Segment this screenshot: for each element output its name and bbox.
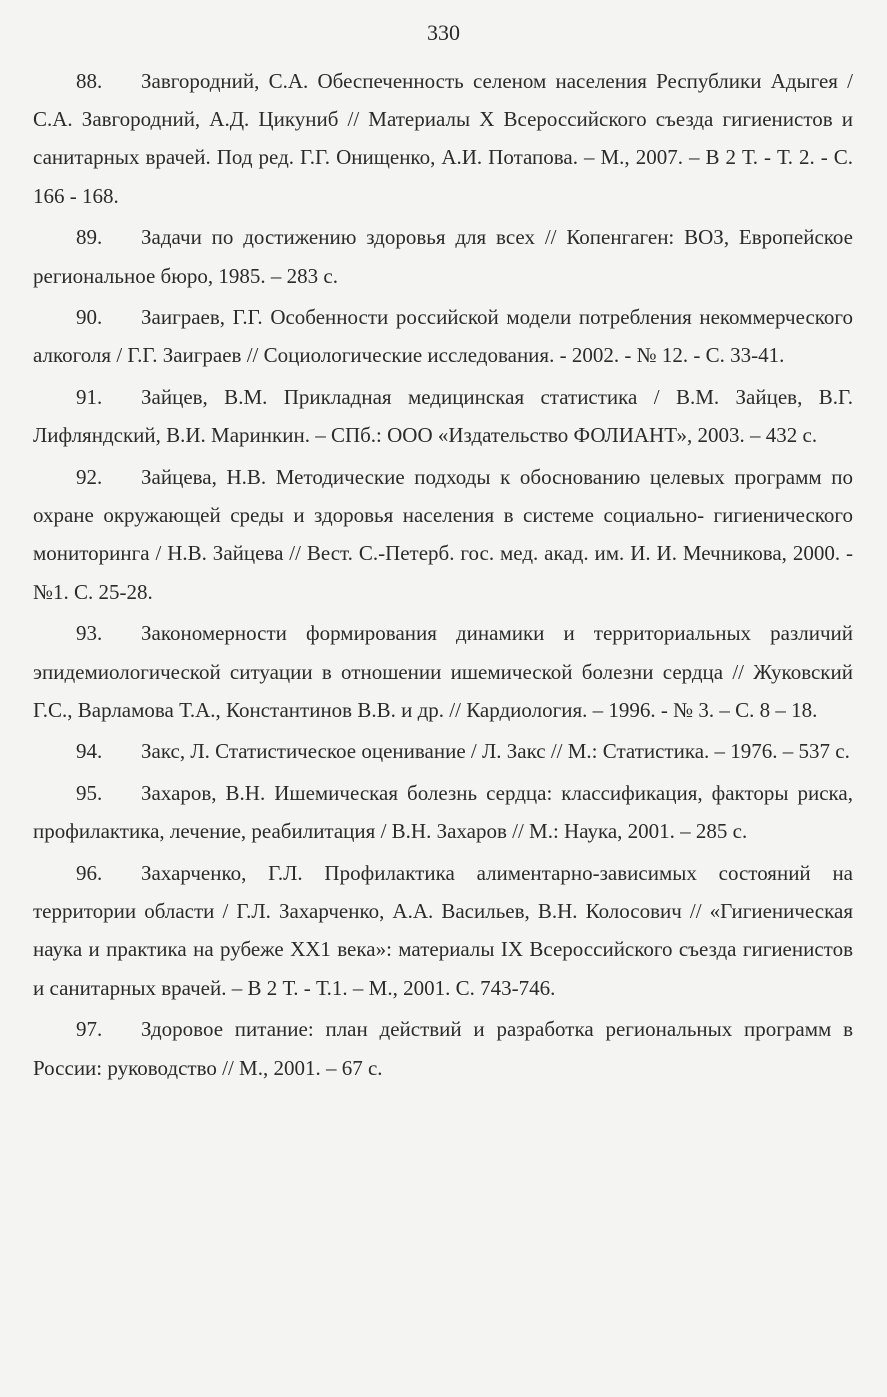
reference-text: Завгородний, С.А. Обеспеченность селеном населения Республики Адыгея / С.А. Завгородний, А.Д. Цикуниб // Материалы X Всероссийского съезда гигиенистов и санитарных врачей. Под ред. Г.Г. Онищенко, А.И. Потапова. – М., 2007. – В 2 Т. - Т. 2. - С. 166 - 168.: [33, 69, 853, 208]
reference-item: [33, 62, 853, 215]
reference-text: Захарченко, Г.Л. Профилактика алиментарно-зависимых состояний на территории области / Г.Л. Захарченко, А.А. Васильев, В.Н. Колосович // «Гигиеническая наука и практика на рубеже XX1 века»: материалы IX Всероссийского съезда гигиенистов и санитарных врачей. – В 2 Т. - Т.1. – М., 2001. С. 743-746.: [33, 861, 853, 1000]
reference-text: Заиграев, Г.Г. Особенности российской модели потребления некоммерческого алкоголя / Г.Г. Заиграев // Социологические исследования. - 2002. - № 12. - С. 33-41.: [33, 305, 853, 368]
reference-number: 95.: [76, 781, 103, 806]
reference-text: Закс, Л. Статистическое оценивание / Л. Закс // М.: Статистика. – 1976. – 537 с.: [141, 739, 850, 764]
reference-item: [33, 854, 853, 1007]
reference-text: Захаров, В.Н. Ишемическая болезнь сердца: классификация, факторы риска, профилактика, лечение, реабилитация / В.Н. Захаров // М.: Наука, 2001. – 285 с.: [33, 781, 853, 844]
reference-item: [33, 458, 853, 611]
reference-number: 89.: [76, 225, 103, 250]
reference-text: Зайцева, Н.В. Методические подходы к обоснованию целевых программ по охране окружающей среды и здоровья населения в системе социально- гигиенического мониторинга / Н.В. Зайцева // Вест. С.-Петерб. гос. мед. акад. им. И. И. Мечникова, 2000. - №1. С. 25-28.: [33, 465, 853, 604]
reference-item: [33, 298, 853, 374]
reference-number: 94.: [76, 739, 103, 764]
reference-item: [33, 378, 853, 454]
reference-item: [33, 732, 853, 770]
reference-number: 96.: [76, 861, 103, 886]
reference-item: [33, 774, 853, 850]
reference-number: 90.: [76, 305, 103, 330]
reference-number: 92.: [76, 465, 103, 490]
reference-text: Зайцев, В.М. Прикладная медицинская статистика / В.М. Зайцев, В.Г. Лифляндский, В.И. Маринкин. – СПб.: ООО «Издательство ФОЛИАНТ», 2003. – 432 с.: [33, 385, 853, 448]
reference-text: Закономерности формирования динамики и территориальных различий эпидемиологической ситуации в отношении ишемической болезни сердца // Жуковский Г.С., Варламова Т.А., Константинов В.В. и др. // Кардиология. – 1996. - № 3. – С. 8 – 18.: [33, 621, 853, 722]
reference-text: Здоровое питание: план действий и разработка региональных программ в России: руководство // М., 2001. – 67 с.: [33, 1017, 853, 1080]
reference-item: [33, 1010, 853, 1086]
reference-item: [33, 614, 853, 729]
reference-list: [33, 62, 853, 1090]
reference-number: 97.: [76, 1017, 103, 1042]
reference-item: [33, 218, 853, 294]
reference-number: 93.: [76, 621, 103, 646]
reference-number: 91.: [76, 385, 103, 410]
reference-number: 88.: [76, 69, 103, 93]
reference-text: Задачи по достижению здоровья для всех // Копенгаген: ВОЗ, Европейское региональное бюро, 1985. – 283 с.: [33, 225, 853, 288]
page-number: 330: [427, 20, 460, 45]
